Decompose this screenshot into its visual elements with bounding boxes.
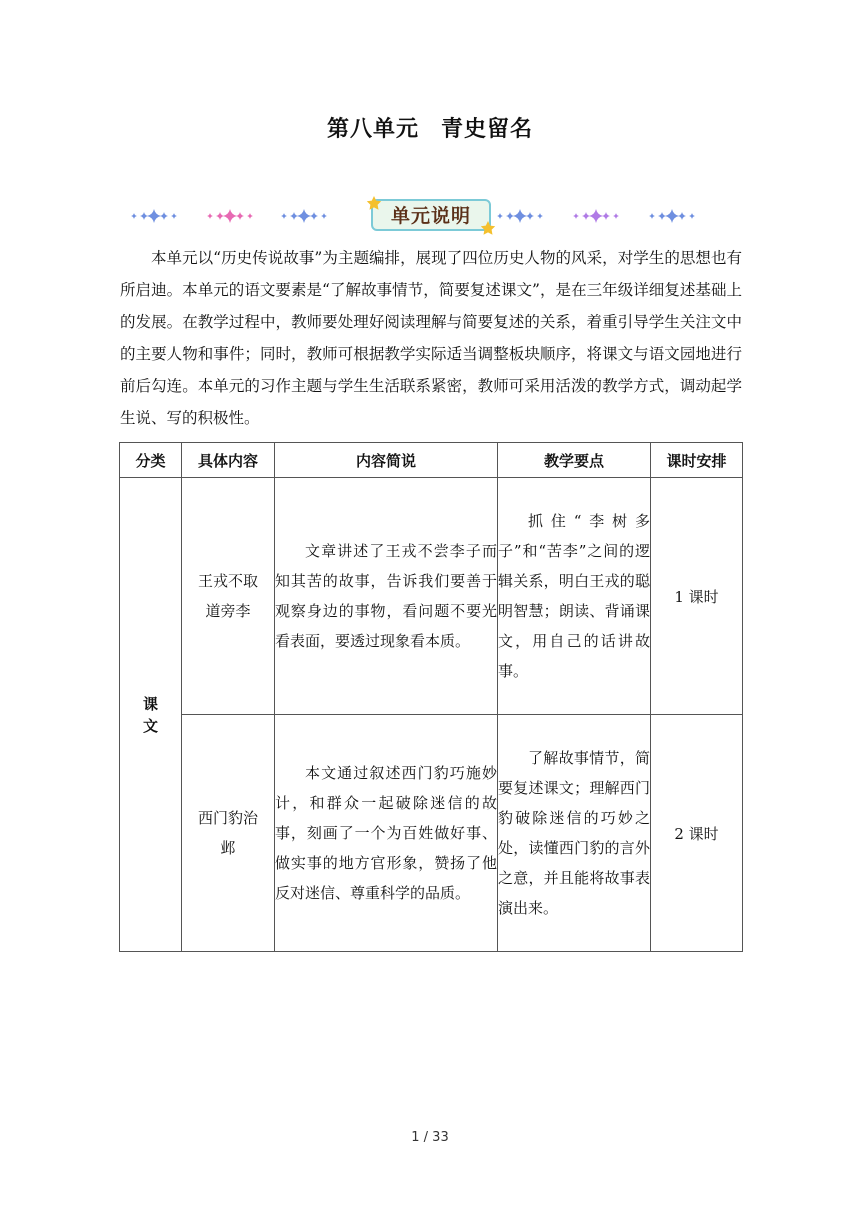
- sparkle-icon: [582, 212, 590, 220]
- sparkle-icon: [573, 213, 579, 219]
- hours-cell: 1 课时: [651, 478, 743, 715]
- sparkle-icon: [160, 212, 168, 220]
- header-summary: 内容简说: [275, 443, 498, 478]
- sparkle-icon: [321, 213, 327, 219]
- sparkle-icon: [131, 213, 137, 219]
- sparkle-icon: [216, 212, 224, 220]
- header-teaching-points: 教学要点: [498, 443, 651, 478]
- sparkle-icon: [223, 209, 237, 223]
- topic-title: 西门豹治邺: [197, 809, 258, 857]
- topic-cell: [182, 478, 275, 715]
- table-row: [120, 715, 743, 952]
- sparkle-icon: [310, 212, 318, 220]
- sparkle-icon: [613, 213, 619, 219]
- header-category: 分类: [120, 443, 182, 478]
- sparkle-icon: [678, 212, 686, 220]
- sparkle-icon: [236, 212, 244, 220]
- points-cell: 了解故事情节，简要复述课文；理解西门豹破除迷信的巧妙之处，读懂西门豹的言外之意，并且能将故事表演出来。: [498, 715, 651, 952]
- sparkle-icon: [602, 212, 610, 220]
- summary-cell: 文章讲述了王戎不尝李子而知其苦的故事，告诉我们要善于观察身边的事物，看问题不要光看表面，要透过现象看本质。: [275, 478, 498, 715]
- banner-plaque: [367, 196, 495, 235]
- unit-description-banner: [128, 196, 732, 236]
- title-unit: 第八单元: [326, 117, 419, 142]
- header-class-hours: 课时安排: [651, 443, 743, 478]
- sparkle-icon: [247, 213, 253, 219]
- page-title: [0, 112, 860, 143]
- table-row: [120, 478, 743, 715]
- sparkle-icon: [497, 213, 503, 219]
- sparkle-icon: [207, 213, 213, 219]
- banner-label: 单元说明: [390, 205, 472, 227]
- sparkle-icon: [140, 212, 148, 220]
- sparkle-icon: [281, 213, 287, 219]
- table-header-row: [120, 443, 743, 478]
- category-label: 课文: [142, 694, 158, 735]
- sparkle-icon: [665, 209, 679, 223]
- unit-plan-table: [119, 442, 743, 952]
- sparkle-icon: [689, 213, 695, 219]
- sparkle-icon: [171, 213, 177, 219]
- title-theme: 青史留名: [441, 117, 534, 142]
- sparkle-icon: [526, 212, 534, 220]
- category-cell: [120, 478, 182, 952]
- sparkle-icon: [658, 212, 666, 220]
- sparkle-icon: [147, 209, 161, 223]
- summary-cell: 本文通过叙述西门豹巧施妙计，和群众一起破除迷信的故事，刻画了一个为百姓做好事、做实事的地方官形象，赞扬了他反对迷信、尊重科学的品质。: [275, 715, 498, 952]
- points-cell: 抓住“李树多子”和“苦李”之间的逻辑关系，明白王戎的聪明智慧；朗读、背诵课文，用自己的话讲故事。: [498, 478, 651, 715]
- topic-title: 王戎不取道旁李: [197, 572, 258, 620]
- sparkle-icon: [537, 213, 543, 219]
- sparkle-icon: [513, 209, 527, 223]
- page-number: 1 / 33: [411, 1130, 449, 1145]
- unit-intro: 本单元以“历史传说故事”为主题编排，展现了四位历史人物的风采，对学生的思想也有所启迪。本单元的语文要素是“了解故事情节，简要复述课文”，是在三年级详细复述基础上的发展。在教学过程中，教师要处理好阅读理解与简要复述的关系，着重引导学生关注文中的主要人物和事件；同时，教师可根据教学实际适当调整板块顺序，将课文与语文园地进行前后勾连。本单元的习作主题与学生生活联系紧密，教师可采用活泼的教学方式，调动起学生说、写的积极性。: [120, 249, 742, 427]
- sparkle-icon: [589, 209, 603, 223]
- topic-cell: [182, 715, 275, 952]
- sparkle-icon: [297, 209, 311, 223]
- hours-cell: 2 课时: [651, 715, 743, 952]
- sparkle-icon: [290, 212, 298, 220]
- sparkle-icon: [506, 212, 514, 220]
- header-content: 具体内容: [182, 443, 275, 478]
- sparkle-icon: [649, 213, 655, 219]
